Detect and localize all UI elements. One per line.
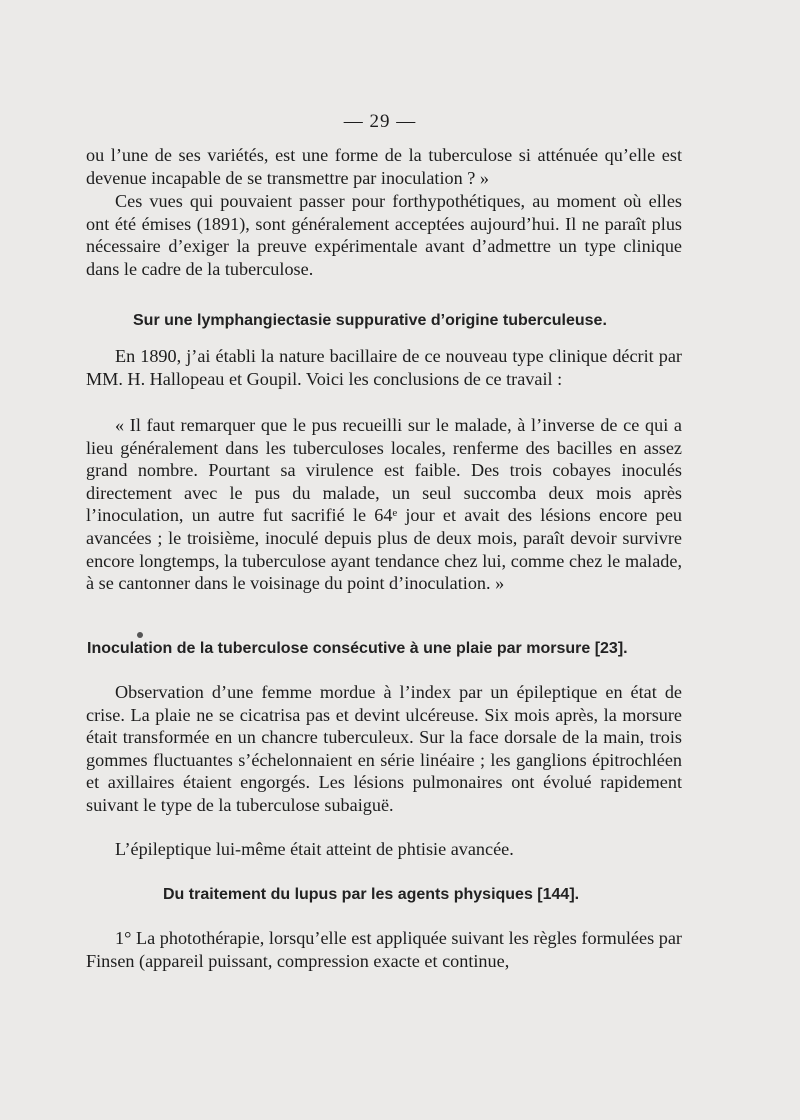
section-heading-lupus-treatment — [163, 886, 579, 904]
paragraph-epileptic — [86, 838, 682, 861]
paragraph-text: Observation d’une femme mordue à l’index par un épileptique en état de crise. La plaie ne se cicatrisa pas et devint ulcéreuse. Six mois après, la morsure était transformée en un chancre tuberculeux. Sur la face dorsale de la main, trois gommes fluctuantes s’échelonnaient en série linéaire ; les ganglions épitrochléen et axillaires étaient engorgés. Les lésions pulmonaires ont évolué rapidement suivant le type de la tuberculose subaiguë. — [86, 682, 682, 815]
section-heading-lymphangiectasie — [133, 312, 607, 330]
reference-number: [23]. — [594, 640, 628, 657]
ink-speck — [137, 632, 143, 638]
page-number: — 29 — — [343, 111, 417, 132]
paragraph-text: 1° La photothérapie, lorsqu’elle est appliquée suivant les règles formulées par Finsen (appareil puissant, compression exacte et continue, — [86, 928, 682, 971]
paragraph-text: L’épileptique lui-même était atteint de phtisie avancée. — [115, 839, 514, 859]
paragraph-continuation — [86, 144, 682, 189]
paragraph-bacillary-nature — [86, 345, 682, 390]
heading-text: Inoculation de la tuberculose consécutive à une plaie par morsure — [87, 640, 595, 657]
paragraph-text: « Il faut remarquer que le pus recueilli sur le malade, à l’inverse de ce qui a lieu généralement dans les tuberculoses locales, renferme des bacilles en assez grand nombre. Pourtant sa virulence est faible. Des trois cobayes inoculés directement avec le pus du malade, un seul succomba deux mois après l’inoculation, un autre fut sacrifié le 64ᵉ jour et avait des lésions encore peu avancées ; le troisième, inoculé depuis plus de deux mois, paraît devoir survivre encore longtemps, la tuberculose ayant tendance chez lui, comme chez le malade, à se cantonner dans le voisinage du point d’inoculation. » — [86, 415, 682, 594]
heading-text: Du traitement du lupus par les agents physiques — [163, 886, 538, 903]
paragraph-text: ou l’une de ses variétés, est une forme de la tuberculose si atténuée qu’elle est devenue incapable de se transmettre par inoculation ? » — [86, 145, 682, 188]
paragraph-quotation — [86, 414, 682, 595]
section-heading-inoculation — [87, 640, 628, 658]
paragraph-hypotheses — [86, 190, 682, 280]
paragraph-text: En 1890, j’ai établi la nature bacillaire de ce nouveau type clinique décrit par MM. H. Hallopeau et Goupil. Voici les conclusions de ce travail : — [86, 346, 682, 389]
paragraph-text: Ces vues qui pouvaient passer pour forthypothétiques, au moment où elles ont été émises (1891), sont généralement acceptées aujourd’hui. Il ne paraît plus nécessaire d’exiger la preuve expérimentale avant d’admettre un type clinique dans le cadre de la tuberculose. — [86, 191, 682, 279]
paragraph-observation — [86, 681, 682, 817]
paragraph-phototherapy — [86, 927, 682, 972]
reference-number: [144]. — [537, 886, 580, 903]
heading-text: Sur une lymphangiectasie suppurative d’origine tuberculeuse. — [133, 312, 607, 329]
